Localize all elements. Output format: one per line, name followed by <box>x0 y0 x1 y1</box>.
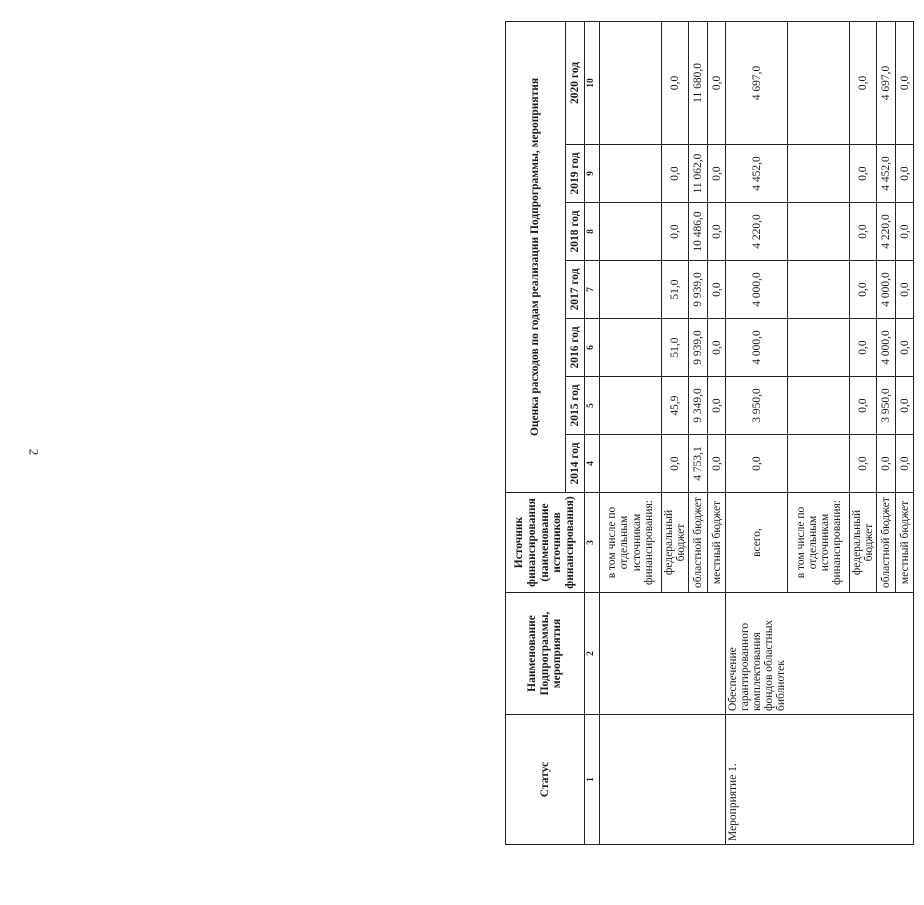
value-cell: 4 000,0 <box>726 261 788 319</box>
value-cell <box>788 319 850 377</box>
value-cell: 0,0 <box>708 21 726 144</box>
year-2015: 2015 год <box>566 377 585 435</box>
value-cell: 4 697,0 <box>726 21 788 144</box>
year-2014: 2014 год <box>566 435 585 493</box>
value-cell: 0,0 <box>662 145 689 203</box>
value-cell: 0,0 <box>896 261 914 319</box>
value-cell <box>600 203 662 261</box>
column-number: 2 <box>585 593 600 715</box>
value-cell: 0,0 <box>877 435 896 493</box>
value-cell: 0,0 <box>896 203 914 261</box>
value-cell <box>600 319 662 377</box>
column-number: 1 <box>585 715 600 845</box>
status-cell: Мероприятие 1. <box>726 715 914 845</box>
value-cell: 0,0 <box>662 203 689 261</box>
value-cell: 4 220,0 <box>726 203 788 261</box>
table-row <box>726 21 788 844</box>
value-cell: 4 000,0 <box>877 319 896 377</box>
value-cell <box>600 377 662 435</box>
header-row-1 <box>506 21 566 844</box>
source-cell: областной бюджет <box>689 493 708 593</box>
name-cell <box>600 593 726 715</box>
value-cell: 0,0 <box>708 261 726 319</box>
value-cell <box>788 435 850 493</box>
value-cell: 0,0 <box>662 21 689 144</box>
value-cell: 11 062,0 <box>689 145 708 203</box>
table-row <box>600 21 662 844</box>
column-number: 4 <box>585 435 600 493</box>
year-2020: 2020 год <box>566 21 585 144</box>
value-cell: 0,0 <box>708 435 726 493</box>
value-cell: 4 452,0 <box>726 145 788 203</box>
column-number: 7 <box>585 261 600 319</box>
value-cell: 11 680,0 <box>689 21 708 144</box>
value-cell: 0,0 <box>662 435 689 493</box>
value-cell: 0,0 <box>896 435 914 493</box>
source-cell: всего, <box>726 493 788 593</box>
value-cell <box>600 435 662 493</box>
source-cell: в том числе по отдельным источникам финансирования: <box>788 493 850 593</box>
value-cell: 0,0 <box>708 319 726 377</box>
column-number: 5 <box>585 377 600 435</box>
column-number: 6 <box>585 319 600 377</box>
value-cell: 51,0 <box>662 261 689 319</box>
value-cell: 0,0 <box>850 21 877 144</box>
value-cell: 0,0 <box>850 377 877 435</box>
value-cell <box>600 21 662 144</box>
value-cell: 9 349,0 <box>689 377 708 435</box>
name-cell: Обеспечение гарантированного комплектования фондов областных библиотек <box>726 593 914 715</box>
value-cell: 4 000,0 <box>726 319 788 377</box>
value-cell: 4 753,1 <box>689 435 708 493</box>
status-cell <box>600 715 726 845</box>
value-cell: 3 950,0 <box>726 377 788 435</box>
budget-table-rotated <box>505 22 924 845</box>
value-cell: 0,0 <box>896 319 914 377</box>
value-cell: 4 000,0 <box>877 261 896 319</box>
value-cell: 0,0 <box>708 377 726 435</box>
header-status: Статус <box>506 715 585 845</box>
value-cell <box>788 21 850 144</box>
value-cell: 0,0 <box>850 319 877 377</box>
value-cell: 45,9 <box>662 377 689 435</box>
value-cell: 51,0 <box>662 319 689 377</box>
year-2019: 2019 год <box>566 145 585 203</box>
source-cell: областной бюджет <box>877 493 896 593</box>
value-cell <box>788 377 850 435</box>
value-cell: 0,0 <box>850 435 877 493</box>
value-cell: 0,0 <box>850 261 877 319</box>
year-2018: 2018 год <box>566 203 585 261</box>
value-cell <box>788 261 850 319</box>
column-number-row <box>585 21 600 844</box>
value-cell: 4 452,0 <box>877 145 896 203</box>
column-number: 8 <box>585 203 600 261</box>
value-cell: 4 697,0 <box>877 21 896 144</box>
column-number: 9 <box>585 145 600 203</box>
source-cell: федеральный бюджет <box>850 493 877 593</box>
value-cell: 0,0 <box>708 145 726 203</box>
value-cell: 0,0 <box>708 203 726 261</box>
value-cell: 9 939,0 <box>689 261 708 319</box>
value-cell <box>600 261 662 319</box>
source-cell: местный бюджет <box>896 493 914 593</box>
value-cell: 9 939,0 <box>689 319 708 377</box>
column-number: 10 <box>585 21 600 144</box>
value-cell: 10 486,0 <box>689 203 708 261</box>
value-cell: 0,0 <box>726 435 788 493</box>
value-cell: 3 950,0 <box>877 377 896 435</box>
column-number: 3 <box>585 493 600 593</box>
value-cell: 0,0 <box>896 377 914 435</box>
source-cell: в том числе по отдельным источникам финансирования: <box>600 493 662 593</box>
value-cell <box>788 145 850 203</box>
page-number: 2 <box>26 448 42 456</box>
header-estimate: Оценка расходов по годам реализации Подпрограммы, мероприятия <box>506 21 566 492</box>
budget-table <box>505 21 914 845</box>
value-cell <box>788 203 850 261</box>
source-cell: федеральный бюджет <box>662 493 689 593</box>
value-cell: 0,0 <box>850 203 877 261</box>
value-cell: 0,0 <box>896 21 914 144</box>
value-cell <box>600 145 662 203</box>
value-cell: 4 220,0 <box>877 203 896 261</box>
year-2016: 2016 год <box>566 319 585 377</box>
header-source: Источник финансирования (наименование источников финансирования) <box>506 493 585 593</box>
source-cell: местный бюджет <box>708 493 726 593</box>
header-name: Наименование Подпрограммы, мероприятия <box>506 593 585 715</box>
value-cell: 0,0 <box>850 145 877 203</box>
value-cell: 0,0 <box>896 145 914 203</box>
year-2017: 2017 год <box>566 261 585 319</box>
